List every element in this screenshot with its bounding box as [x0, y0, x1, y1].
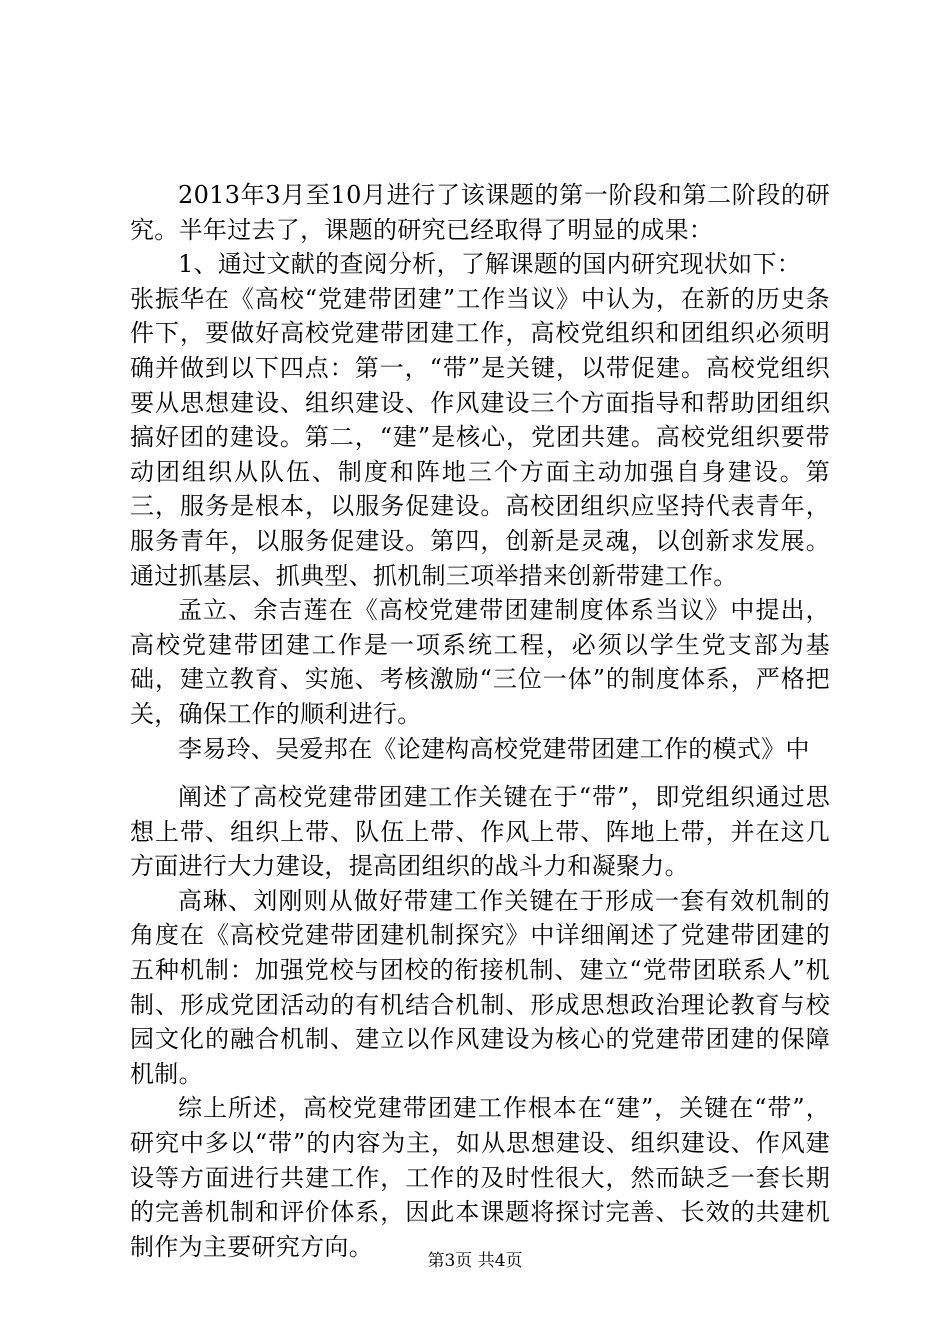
paragraph-li-continued: 阐述了高校党建带团建工作关键在于“带”，即党组织通过思想上带、组织上带、队伍上带、作风上带、阵地上带，并在这几方面进行大力建设，提高团组织的战斗力和凝聚力。 — [130, 783, 830, 881]
paragraph-item-1: 1、通过文献的查阅分析，了解课题的国内研究现状如下： — [178, 250, 802, 279]
paragraph-intro: 2013年3月至10月进行了该课题的第一阶段和第二阶段的研究。半年过去了，课题的研究已经取得了明显的成果： — [130, 181, 830, 244]
paragraph-li: 李易玲、吴爱邦在《论建构高校党建带团建工作的模式》中 — [178, 734, 810, 763]
document-body — [130, 178, 830, 1264]
paragraph-meng: 孟立、余吉莲在《高校党建带团建制度体系当议》中提出，高校党建带团建工作是一项系统工程，必须以学生党支部为基础，建立教育、实施、考核激励“三位一体”的制度体系，严格把关，确保工作的顺利进行。 — [130, 596, 830, 728]
paragraph-summary: 综上所述，高校党建带团建工作根本在“建”，关键在“带”，研究中多以“带”的内容为主，如从思想建设、组织建设、作风建设等方面进行共建工作，工作的及时性很大，然而缺乏一套长期的完善机制和评价体系，因此本课题将探讨完善、长效的共建机制作为主要研究方向。 — [130, 1094, 830, 1261]
paragraph-gao: 高琳、刘刚则从做好带建工作关键在于形成一套有效机制的角度在《高校党建带团建机制探究》中详细阐述了党建带团建的五种机制：加强党校与团校的衔接机制、建立“党带团联系人”机制、形成党团活动的有机结合机制、形成思想政治理论教育与校园文化的融合机制、建立以作风建设为核心的党建带团建的保障机制。 — [130, 886, 830, 1088]
page-number-footer: 第3页 共4页 — [427, 1251, 523, 1271]
paragraph-zhang: 张振华在《高校“党建带团建”工作当议》中认为，在新的历史条件下，要做好高校党建带团建工作，高校党组织和团组织必须明确并做到以下四点：第一，“带”是关键，以带促建。高校党组织要从思想建设、组织建设、作风建设三个方面指导和帮助团组织搞好团的建设。第二，“建”是核心，党团共建。高校党组织要带动团组织从队伍、制度和阵地三个方面主动加强自身建设。第三，服务是根本，以服务促建设。高校团组织应坚持代表青年，服务青年，以服务促建设。第四，创新是灵魂，以创新求发展。通过抓基层、抓典型、抓机制三项举措来创新带建工作。 — [130, 284, 830, 590]
